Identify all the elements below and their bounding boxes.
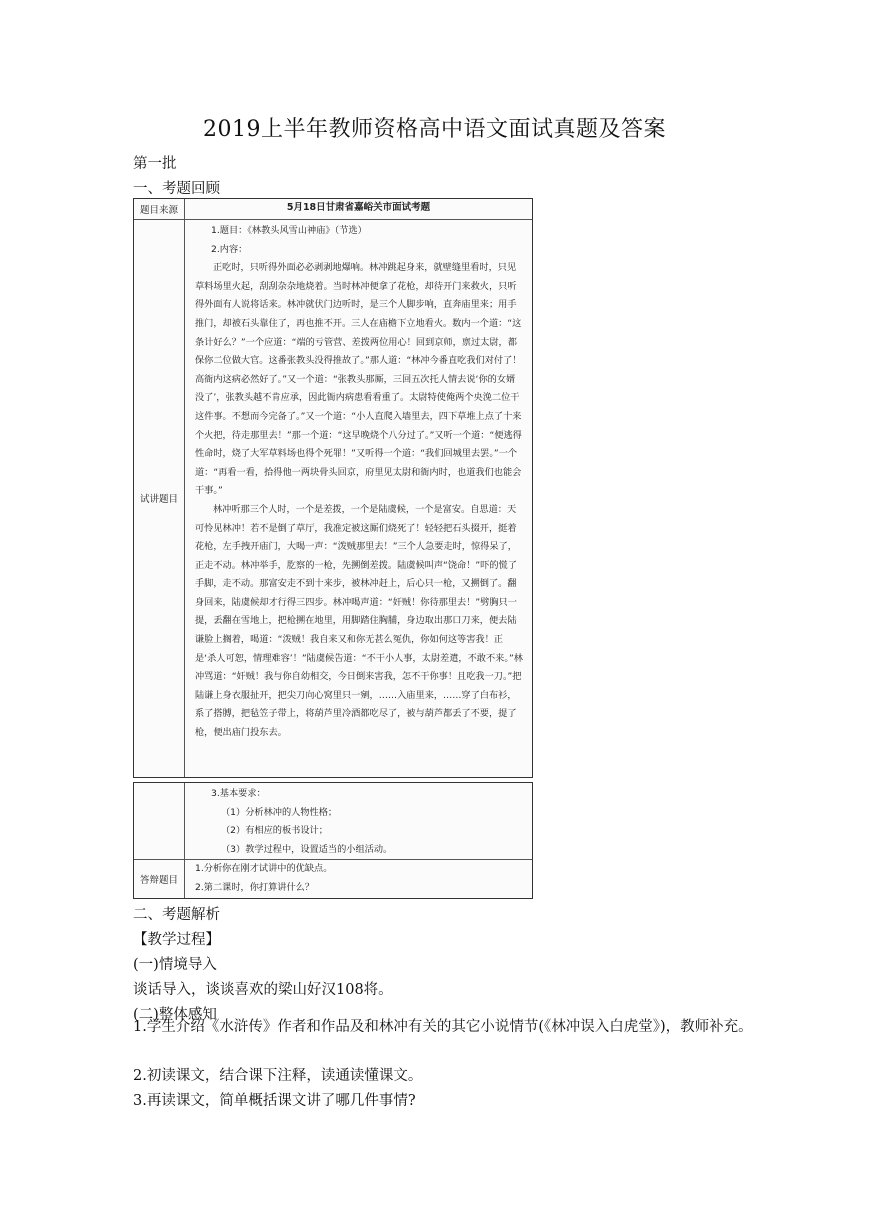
section-heading-analysis: 二、考题解析 xyxy=(133,907,220,923)
step-text: 谈话导入，谈谈喜欢的梁山好汉108将。 xyxy=(133,982,393,998)
source-label: 题目来源 xyxy=(134,199,185,219)
passage-paragraph-1: 正吃时，只听得外面必必剥剥地爆响。林冲跳起身来，就壁缝里看时，只见草料场里火起，刮刮杂杂地烧着。当时林冲便拿了花枪，却待开门来救火，只听得外面有人说将话来。林冲就伏门边听时，是三个人脚步响，直奔庙里来；用手推门，却被石头靠住了，再也推不开。三人在庙檐下立地看火。数内一个道：“这条计好么？”一个应道：“端的亏管营、差拨两位用心！回到京师，禀过太尉，都保你二位做大官。这番张教头没得推故了。”那人道：“林冲今番直吃我们对付了！高衙内这病必然好了。”又一个道：“张教头那厮，三回五次托人情去说‘你的女婿没了’，张教头越不肯应承，因此衙内病患看看重了。太尉特使俺两个央浼二位干这件事。不想而今完备了。”又一个道：“小人直爬入墙里去，四下草堆上点了十来个火把，待走那里去！”那一个道：“这早晚烧个八分过了。”又听一个道：“便逃得性命时，烧了大军草料场也得个死罪！”又听得一个道：“我们回城里去罢。”一个道：“再看一看，拾得他一两块骨头回京，府里见太尉和衙内时，也道我们也能会干事。” xyxy=(195,262,522,497)
defense-label: 答辩题目 xyxy=(134,859,185,898)
requirement-item: （3）教学过程中，设置适当的小组活动。 xyxy=(221,843,393,855)
requirements-title: 3.基本要求： xyxy=(211,788,266,799)
topic-line: 1.题目：《林教头风雪山神庙》（节选） xyxy=(211,225,367,236)
table-row-trial xyxy=(134,219,532,777)
step-item: 2.初读课文，结合课下注释，读通读懂课文。 xyxy=(133,1068,423,1084)
table-row-requirements xyxy=(134,783,532,860)
step-title: (二)整体感知 xyxy=(133,1007,217,1023)
batch-label: 第一批 xyxy=(133,156,177,172)
step-item: 1.学生介绍《水浒传》作者和作品及和林冲有关的其它小说情节(《林冲误入白虎堂》)，教师补充。 xyxy=(133,1019,753,1035)
question-table-main xyxy=(133,198,533,778)
defense-item: 2.第二课时，你打算讲什么？ xyxy=(195,881,315,893)
step-title: (一)情境导入 xyxy=(133,957,217,973)
requirement-item: （1）分析林冲的人物性格； xyxy=(221,806,338,818)
requirement-item: （2）有相应的板书设计； xyxy=(221,825,328,837)
source-value: 5月18日甘肃省嘉峪关市面试考题 xyxy=(286,202,431,213)
table-row-defense xyxy=(134,859,532,898)
teaching-process-heading: 【教学过程】 xyxy=(133,932,220,948)
trial-label: 试讲题目 xyxy=(134,219,185,777)
section-heading-review: 一、考题回顾 xyxy=(133,181,220,197)
table-row-source xyxy=(134,199,532,220)
passage-paragraph-2: 林冲听那三个人时，一个是差拨，一个是陆虞候，一个是富安。自思道：天可怜见林冲！若不是倒了草厅，我准定被这厮们烧死了！轻轻把石头掇开，挺着花枪，左手拽开庙门，大喝一声：“泼贼那里去！”三个人急要走时，惊得呆了，正走不动。林冲举手，肐察的一枪，先搠倒差拨。陆虞候叫声“饶命！”吓的慌了手脚，走不动。那富安走不到十来步，被林冲赶上，后心只一枪，又搠倒了。翻身回来，陆虞候却才行得三四步。林冲喝声道：“奸贼！你待那里去！”劈胸只一提，丢翻在雪地上，把枪搠在地里，用脚踏住胸脯，身边取出那口刀来，便去陆谦脸上搁着，喝道：“泼贼！我自来又和你无甚么冤仇，你如何这等害我！正是‘杀人可恕，情理难容’！”陆虞候告道：“不干小人事，太尉差遣，不敢不来。”林冲骂道：“奸贼！我与你自幼相交，今日倒来害我，怎不干你事！且吃我一刀。”把陆谦上身衣服扯开，把尖刀向心窝里只一剜，……入庙里来，……穿了白布衫，系了搭膊，把毡笠子带上，将葫芦里冷酒都吃尽了，被与葫芦都丢了不要，提了枪，便出庙门投东去。 xyxy=(195,503,523,739)
step-item: 3.再读课文，简单概括课文讲了哪几件事情? xyxy=(133,1093,416,1109)
document-title: 2019上半年教师资格高中语文面试真题及答案 xyxy=(203,117,666,142)
defense-item: 1.分析你在刚才试讲中的优缺点。 xyxy=(195,863,333,874)
content-label: 2.内容： xyxy=(211,243,248,255)
question-table-requirements xyxy=(133,782,533,899)
